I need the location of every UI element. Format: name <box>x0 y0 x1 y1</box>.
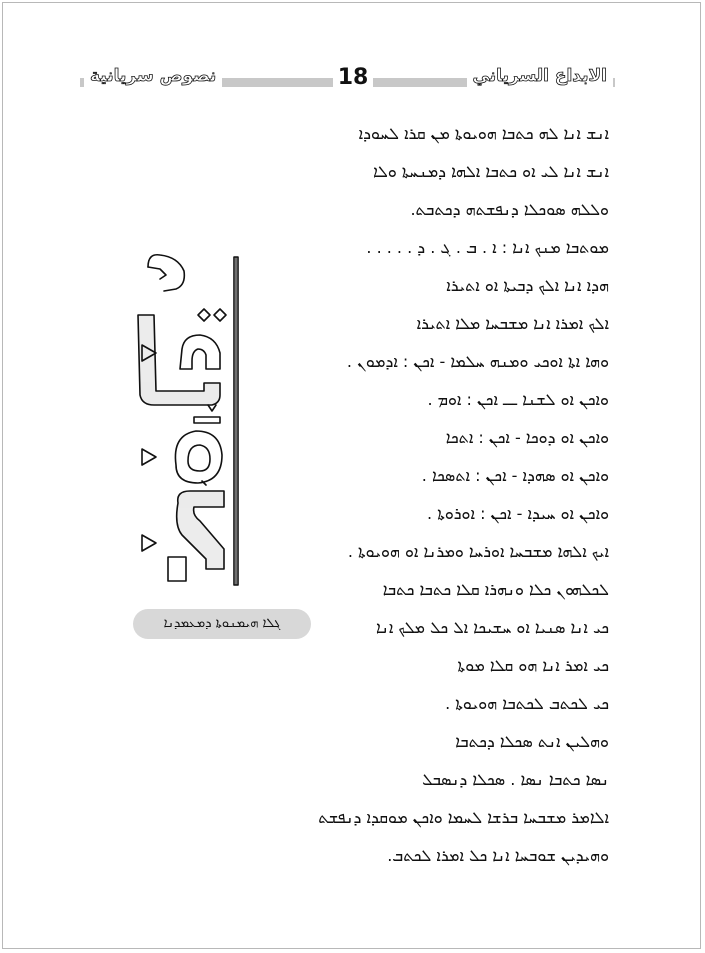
poem-line: ܡܘܬܒܐ ܡܢܟ ܐܢܐ : ܐ . ܒ . ܓ . ܕ . . . . . <box>366 238 609 257</box>
poem-line: ܘܗܠܝܢ ܐܢܬ ܣܟܠܐ ܕܟܬܒܐ <box>455 732 609 751</box>
poem-line: ܢܣܐ ܟܬܒܐ ܢܣܐ . ܣܟܠܐ ܕܢܣܒܠ <box>422 770 609 789</box>
poem-line: ܘܐܟܢ ܐܘ ܣܗܕܐ - ܐܟܢ : ܐܬܣܟܐ . <box>421 466 609 485</box>
title-calligraphy <box>120 245 280 595</box>
poem-line: ܟܝ ܐܢܐ ܣܢܝܐ ܐܘ ܚܫܝܟܐ ܐܠ ܟܠ ܡܠܟ ܐܢܐ <box>376 618 609 637</box>
poem-line: ܐܝܟ ܐܠܗܐ ܡܫܒܚܐ ܐܘܪܚܐ ܘܡܪܢܐ ܐܘ ܗܘܝܘܬܐ . <box>347 542 609 561</box>
poem-line: ܘܗܝܕܝܢ ܫܘܒܚܐ ܐܢܐ ܟܠ ܐܡܪܐ ܠܟܬܒ. <box>387 846 609 865</box>
poem-line: ܐܠܐܡܪ ܡܫܒܚܐ ܒܪܫܐ ܠܚܡܐ ܘܐܟܢ ܡܘܩܕܐ ܕܢܦܫܬ <box>318 808 609 827</box>
poem-line: ܟܝ ܐܡܪ ܐܢܐ ܗܘ ܩܠܐ ܡܘܬܐ <box>457 656 609 675</box>
poem-line: ܐܠܟ ܐܡܪܐ ܐܢܐ ܡܫܒܚܐ ܡܠܐ ܐܬܝܪܐ <box>416 314 609 333</box>
poem-line: ܐܢܫ ܐܢܐ ܠܝ ܐܘ ܟܬܒܐ ܐܠܗܐ ܕܡܢܚܬܐ ܘܠܐ <box>373 162 609 181</box>
caption-badge: ܓܠܐ ܗܝܡܢܘܬܐ ܕܡܥܡܕܢܐ <box>133 609 311 639</box>
header-title-left: نصوص سريانية <box>84 64 222 88</box>
poem-line: ܗܕܐ ܐܢܐ ܐܠܟ ܕܒܝܬܐ ܐܘ ܐܬܝܪܐ <box>446 276 609 295</box>
poem-line: ܘܠܠܗ ܣܘܟܠܐ ܕܢܦܫܬܗ ܕܟܬܒܬ. <box>410 200 609 219</box>
title-calligraphy-svg <box>120 245 280 595</box>
poem-line: ܘܐܟܢ ܐܘ ܠܫܢܐ ـــ ܐܟܢ : ܐܘܡ . <box>427 390 609 409</box>
poem-line: ܠܟܠܗܘܢ ܟܠܐ ܘܢܗܪܐ ܩܠܐ ܟܬܒܐ ܟܬܒܐ <box>382 580 609 599</box>
page-number: 18 <box>333 64 373 92</box>
poem-line: ܘܐܟܢ ܐܘ ܚܝܕܐ - ܐܟܢ : ܐܘܪܘܬܐ . <box>427 504 609 523</box>
poem-line: ܘܐܟܢ ܐܘ ܕܘܟܐ - ܐܟܢ : ܐܬܟܐ <box>445 428 609 447</box>
poem-line: ܘܗܐ ܐܬܐ ܐܘܟܝ ܘܡܢܗ ܚܠܡܐ - ܐܟܢ : ܐܕܡܘܢ . <box>346 352 609 371</box>
poem-line: ܐܢܫ ܐܢܐ ܠܗ ܟܬܒܐ ܗܘܝܘܬܐ ܡܢ ܩܪܐ ܠܚܘܕܐ <box>358 124 609 143</box>
header-title-right: الابداع السرياني <box>467 64 613 88</box>
poem-line: ܟܝ ܠܟܬܒ ܠܟܬܒܐ ܗܘܝܘܬܐ . <box>445 694 609 713</box>
